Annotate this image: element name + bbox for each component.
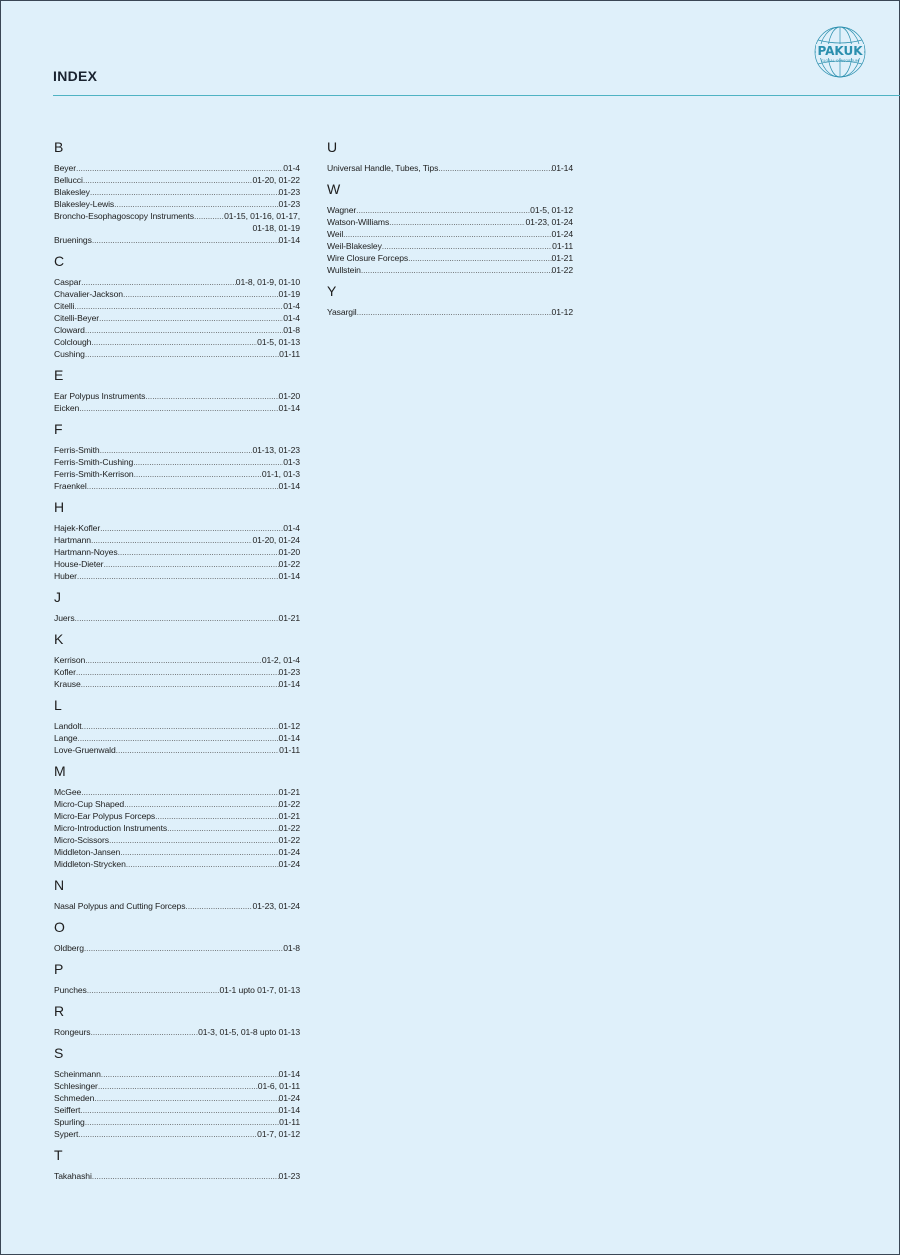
- index-entry: [54, 732, 300, 744]
- entry-list: [54, 984, 300, 996]
- index-entry: [327, 228, 573, 240]
- entry-pages: 01-8: [283, 943, 300, 953]
- index-entry: [54, 984, 300, 996]
- entry-pages: 01-12: [278, 721, 300, 731]
- entry-pages: 01-5, 01-12: [530, 205, 573, 215]
- index-entry: [54, 456, 300, 468]
- dot-leader: [90, 186, 279, 198]
- index-section-r: [54, 1002, 300, 1038]
- entry-pages: 01-3, 01-5, 01-8 upto 01-13: [198, 1027, 300, 1037]
- index-entry: [54, 324, 300, 336]
- dot-leader: [87, 984, 220, 996]
- index-entry: [54, 786, 300, 798]
- index-entry: [54, 186, 300, 198]
- entry-pages: 01-1, 01-3: [261, 469, 300, 479]
- entry-name: Blakesley-Lewis: [54, 199, 115, 209]
- entry-name: Hajek-Kofler: [54, 523, 101, 533]
- dot-leader: [109, 834, 279, 846]
- dot-leader: [85, 1116, 279, 1128]
- index-entry: [54, 390, 300, 402]
- section-letter: R: [54, 1003, 65, 1019]
- dot-leader: [77, 570, 279, 582]
- entry-list: [327, 204, 573, 276]
- page-title: INDEX: [53, 68, 98, 84]
- entry-pages: 01-11: [279, 745, 300, 755]
- svg-text:GLOBAL CONSORTIUM: GLOBAL CONSORTIUM: [821, 59, 859, 63]
- index-entry: [327, 204, 573, 216]
- entry-list: [54, 276, 300, 360]
- index-entry: [54, 276, 300, 288]
- entry-list: [54, 162, 300, 246]
- svg-text:PAKUK: PAKUK: [817, 44, 863, 58]
- entry-pages: 01-11: [279, 349, 300, 359]
- index-entry: [54, 210, 300, 234]
- entry-pages: 01-6, 01-11: [257, 1081, 300, 1091]
- dot-leader: [167, 822, 278, 834]
- entry-pages: 01-8: [283, 325, 300, 335]
- dot-leader: [90, 1026, 198, 1038]
- entry-pages: 01-23, 01-24: [525, 217, 573, 227]
- section-letter: P: [54, 961, 64, 977]
- entry-name: Middleton-Strycken: [54, 859, 126, 869]
- index-section-f: [54, 420, 300, 492]
- index-section-c: [54, 252, 300, 360]
- entry-pages: 01-24: [551, 229, 573, 239]
- dot-leader: [87, 480, 279, 492]
- entry-pages: 01-21: [551, 253, 573, 263]
- section-letter: Y: [327, 283, 337, 299]
- entry-name: Oldberg: [54, 943, 84, 953]
- index-entry: [54, 558, 300, 570]
- section-letter: B: [54, 139, 64, 155]
- entry-name: Rongeurs: [54, 1027, 91, 1037]
- dot-leader: [80, 1104, 278, 1116]
- index-section-n: [54, 876, 300, 912]
- index-entry: [54, 1104, 300, 1116]
- entry-pages-continued: 01-18, 01-19: [252, 223, 300, 233]
- entry-pages: 01-14: [278, 571, 300, 581]
- dot-leader: [76, 162, 283, 174]
- section-letter: J: [54, 589, 61, 605]
- dot-leader: [155, 810, 278, 822]
- dot-leader: [120, 846, 278, 858]
- dot-leader: [74, 300, 283, 312]
- entry-name: House-Dieter: [54, 559, 104, 569]
- entry-name: Wire Closure Forceps: [327, 253, 409, 263]
- section-letter: W: [327, 181, 341, 197]
- entry-pages: 01-4: [283, 301, 300, 311]
- index-entry: [54, 348, 300, 360]
- entry-pages: 01-2, 01-4: [261, 655, 300, 665]
- entry-list: [54, 942, 300, 954]
- entry-name: Micro-Ear Polypus Forceps: [54, 811, 156, 821]
- entry-name: Citelli-Beyer: [54, 313, 100, 323]
- dot-leader: [92, 234, 279, 246]
- entry-pages: 01-24: [278, 1093, 300, 1103]
- section-letter: T: [54, 1147, 63, 1163]
- entry-name: Chavalier-Jackson: [54, 289, 123, 299]
- dot-leader: [100, 522, 283, 534]
- entry-pages: 01-21: [278, 613, 300, 623]
- dot-leader: [185, 900, 252, 912]
- entry-name: Seiffert: [54, 1105, 81, 1115]
- entry-name: Bellucci: [54, 175, 83, 185]
- index-entry: [54, 798, 300, 810]
- entry-name: Micro-Scissors: [54, 835, 109, 845]
- index-entry: [54, 534, 300, 546]
- section-letter: E: [54, 367, 64, 383]
- index-entry: [327, 264, 573, 276]
- index-entry: [54, 654, 300, 666]
- entry-pages: 01-23: [278, 1171, 300, 1181]
- entry-pages: 01-21: [278, 811, 300, 821]
- section-letter: K: [54, 631, 64, 647]
- entry-name: Hartmann-Noyes: [54, 547, 118, 557]
- index-entry: [54, 744, 300, 756]
- entry-name: Watson-Williams: [327, 217, 390, 227]
- entry-name: Kerrison: [54, 655, 86, 665]
- entry-pages: 01-23: [278, 187, 300, 197]
- index-entry: [54, 846, 300, 858]
- pakuk-logo: [810, 25, 870, 81]
- dot-leader: [85, 324, 283, 336]
- index-entry: [327, 252, 573, 264]
- index-section-m: [54, 762, 300, 870]
- entry-name: Lange: [54, 733, 78, 743]
- dot-leader: [75, 612, 279, 624]
- index-section-s: [54, 1044, 300, 1140]
- index-section-l: [54, 696, 300, 756]
- index-entry: [54, 288, 300, 300]
- entry-pages: 01-22: [278, 559, 300, 569]
- entry-name: Cloward: [54, 325, 85, 335]
- index-entry: [54, 162, 300, 174]
- entry-list: [327, 306, 573, 318]
- dot-leader: [85, 654, 262, 666]
- entry-pages: 01-14: [278, 679, 300, 689]
- dot-leader: [76, 666, 279, 678]
- index-section-h: [54, 498, 300, 582]
- dot-leader: [101, 1068, 279, 1080]
- dot-leader: [79, 402, 278, 414]
- entry-pages: 01-20: [278, 547, 300, 557]
- entry-pages: 01-5, 01-13: [257, 337, 300, 347]
- dot-leader: [126, 858, 279, 870]
- index-entry: [54, 570, 300, 582]
- dot-leader: [118, 546, 279, 558]
- index-section-e: [54, 366, 300, 414]
- dot-leader: [356, 204, 530, 216]
- entry-pages: 01-22: [278, 799, 300, 809]
- entry-name: Love-Gruenwald: [54, 745, 116, 755]
- entry-name: Sypert: [54, 1129, 79, 1139]
- entry-name: Yasargil: [327, 307, 357, 317]
- entry-pages: 01-22: [551, 265, 573, 275]
- dot-leader: [100, 444, 253, 456]
- index-entry: [54, 1116, 300, 1128]
- dot-leader: [124, 798, 278, 810]
- dot-leader: [145, 390, 278, 402]
- index-entry: [54, 666, 300, 678]
- entry-name: Schlesinger: [54, 1081, 98, 1091]
- dot-leader: [92, 1170, 279, 1182]
- index-entry: [54, 234, 300, 246]
- dot-leader: [343, 228, 551, 240]
- index-entry: [54, 942, 300, 954]
- entry-name: McGee: [54, 787, 82, 797]
- entry-pages: 01-4: [283, 523, 300, 533]
- index-entry: [54, 522, 300, 534]
- index-entry: [327, 306, 573, 318]
- index-section-y: [327, 282, 573, 318]
- index-entry: [327, 216, 573, 228]
- entry-name: Hartmann: [54, 535, 91, 545]
- entry-name: Wullstein: [327, 265, 361, 275]
- index-entry: [54, 900, 300, 912]
- entry-name: Schmeden: [54, 1093, 95, 1103]
- entry-list: [54, 720, 300, 756]
- index-entry: [54, 300, 300, 312]
- entry-pages: 01-13, 01-23: [252, 445, 300, 455]
- entry-pages: 01-11: [279, 1117, 300, 1127]
- entry-name: Blakesley: [54, 187, 90, 197]
- dot-leader: [103, 558, 278, 570]
- section-letter: M: [54, 763, 66, 779]
- index-section-b: [54, 138, 300, 246]
- index-entry: [54, 468, 300, 480]
- entry-name: Bruenings: [54, 235, 92, 245]
- section-letter: S: [54, 1045, 64, 1061]
- entry-pages: 01-14: [278, 1069, 300, 1079]
- dot-leader: [85, 348, 279, 360]
- dot-leader: [84, 942, 283, 954]
- index-entry: [54, 444, 300, 456]
- entry-name: Universal Handle, Tubes, Tips: [327, 163, 439, 173]
- dot-leader: [91, 336, 257, 348]
- dot-leader: [389, 216, 525, 228]
- index-entry: [54, 1068, 300, 1080]
- index-section-o: [54, 918, 300, 954]
- dot-leader: [81, 678, 279, 690]
- dot-leader: [98, 1080, 258, 1092]
- entry-name: Colclough: [54, 337, 92, 347]
- entry-name: Broncho-Esophagoscopy Instruments: [54, 211, 195, 221]
- index-entry: [327, 162, 573, 174]
- section-letter: F: [54, 421, 63, 437]
- entry-pages: 01-14: [278, 235, 300, 245]
- entry-list: [54, 1068, 300, 1140]
- index-entry: [54, 678, 300, 690]
- dot-leader: [78, 1128, 257, 1140]
- index-entry: [54, 1092, 300, 1104]
- index-entry: [54, 402, 300, 414]
- entry-pages: 01-23, 01-24: [252, 901, 300, 911]
- entry-pages: 01-20: [278, 391, 300, 401]
- section-letter: N: [54, 877, 65, 893]
- dot-leader: [99, 312, 283, 324]
- entry-name: Weil-Blakesley: [327, 241, 382, 251]
- entry-pages: 01-24: [278, 847, 300, 857]
- section-letter: C: [54, 253, 65, 269]
- dot-leader: [114, 198, 278, 210]
- index-section-k: [54, 630, 300, 690]
- index-entry: [54, 1128, 300, 1140]
- entry-pages: 01-22: [278, 823, 300, 833]
- entry-pages: 01-14: [278, 1105, 300, 1115]
- entry-pages: 01-14: [278, 403, 300, 413]
- dot-leader: [94, 1092, 278, 1104]
- dot-leader: [82, 720, 279, 732]
- entry-name: Nasal Polypus and Cutting Forceps: [54, 901, 186, 911]
- entry-list: [54, 900, 300, 912]
- entry-name: Weil: [327, 229, 344, 239]
- entry-name: Micro-Cup Shaped: [54, 799, 125, 809]
- index-entry: [54, 834, 300, 846]
- entry-pages: 01-14: [278, 481, 300, 491]
- entry-name: Ferris-Smith: [54, 445, 100, 455]
- dot-leader: [408, 252, 551, 264]
- index-entry: [54, 858, 300, 870]
- dot-leader: [81, 276, 236, 288]
- dot-leader: [133, 456, 283, 468]
- index-section-u: [327, 138, 573, 174]
- entry-pages: 01-22: [278, 835, 300, 845]
- entry-name: Ferris-Smith-Kerrison: [54, 469, 134, 479]
- entry-name: Krause: [54, 679, 81, 689]
- dot-leader: [357, 306, 552, 318]
- entry-name: Cushing: [54, 349, 85, 359]
- index-entry: [54, 198, 300, 210]
- section-letter: L: [54, 697, 62, 713]
- entry-name: Huber: [54, 571, 77, 581]
- index-entry: [54, 174, 300, 186]
- entry-pages: 01-20, 01-24: [252, 535, 300, 545]
- entry-name: Caspar: [54, 277, 82, 287]
- dot-leader: [382, 240, 552, 252]
- index-section-t: [54, 1146, 300, 1182]
- entry-pages: 01-24: [278, 859, 300, 869]
- index-entry: [54, 1026, 300, 1038]
- entry-name: Juers: [54, 613, 75, 623]
- entry-pages: 01-3: [283, 457, 300, 467]
- entry-name: Fraenkel: [54, 481, 87, 491]
- dot-leader: [134, 468, 262, 480]
- entry-list: [54, 612, 300, 624]
- entry-pages: 01-23: [278, 199, 300, 209]
- section-letter: O: [54, 919, 65, 935]
- index-entry: [54, 1170, 300, 1182]
- entry-name: Landolt: [54, 721, 82, 731]
- dot-leader: [77, 732, 278, 744]
- index-entry: [54, 480, 300, 492]
- index-section-j: [54, 588, 300, 624]
- entry-pages: 01-19: [278, 289, 300, 299]
- entry-pages: 01-14: [278, 733, 300, 743]
- entry-list: [54, 1026, 300, 1038]
- index-entry: [54, 312, 300, 324]
- dot-leader: [91, 534, 253, 546]
- entry-pages: 01-12: [551, 307, 573, 317]
- entry-name: Middleton-Jansen: [54, 847, 121, 857]
- index-entry: [54, 810, 300, 822]
- entry-list: [54, 786, 300, 870]
- entry-name: Scheinmann: [54, 1069, 101, 1079]
- dot-leader: [83, 174, 253, 186]
- section-letter: H: [54, 499, 65, 515]
- entry-name: Punches: [54, 985, 87, 995]
- entry-list: [54, 444, 300, 492]
- entry-list: [54, 654, 300, 690]
- entry-name: Takahashi: [54, 1171, 92, 1181]
- entry-name: Eicken: [54, 403, 80, 413]
- entry-pages: 01-20, 01-22: [252, 175, 300, 185]
- entry-pages: 01-1 upto 01-7, 01-13: [219, 985, 300, 995]
- index-entry: [54, 720, 300, 732]
- dot-leader: [438, 162, 551, 174]
- entry-name: Citelli: [54, 301, 75, 311]
- entry-name: Wagner: [327, 205, 357, 215]
- entry-list: [327, 162, 573, 174]
- header-rule: [53, 95, 900, 96]
- index-entry: [54, 1080, 300, 1092]
- index-entry: [327, 240, 573, 252]
- section-letter: U: [327, 139, 338, 155]
- entry-pages: 01-14: [551, 163, 573, 173]
- entry-list: [54, 390, 300, 414]
- index-entry: [54, 336, 300, 348]
- index-column-left: [54, 138, 300, 1188]
- index-column-right: [327, 138, 573, 324]
- entry-list: [54, 1170, 300, 1182]
- index-entry: [54, 546, 300, 558]
- dot-leader: [194, 210, 224, 222]
- entry-pages: 01-8, 01-9, 01-10: [235, 277, 300, 287]
- entry-pages: 01-4: [283, 163, 300, 173]
- index-section-p: [54, 960, 300, 996]
- entry-name: Ear Polypus Instruments: [54, 391, 146, 401]
- dot-leader: [123, 288, 279, 300]
- entry-list: [54, 522, 300, 582]
- index-section-w: [327, 180, 573, 276]
- dot-leader: [116, 744, 280, 756]
- dot-leader: [81, 786, 278, 798]
- entry-pages: 01-15, 01-16, 01-17,: [224, 211, 300, 221]
- index-entry: [54, 822, 300, 834]
- entry-pages: 01-4: [283, 313, 300, 323]
- index-entry: [54, 612, 300, 624]
- entry-pages-block: [224, 210, 300, 234]
- entry-pages: 01-23: [278, 667, 300, 677]
- entry-name: Spurling: [54, 1117, 85, 1127]
- entry-pages: 01-21: [278, 787, 300, 797]
- entry-name: Ferris-Smith-Cushing: [54, 457, 134, 467]
- entry-pages: 01-7, 01-12: [257, 1129, 300, 1139]
- entry-name: Kofler: [54, 667, 76, 677]
- entry-pages: 01-11: [552, 241, 573, 251]
- entry-name: Micro-Introduction Instruments: [54, 823, 168, 833]
- dot-leader: [361, 264, 552, 276]
- entry-name: Beyer: [54, 163, 76, 173]
